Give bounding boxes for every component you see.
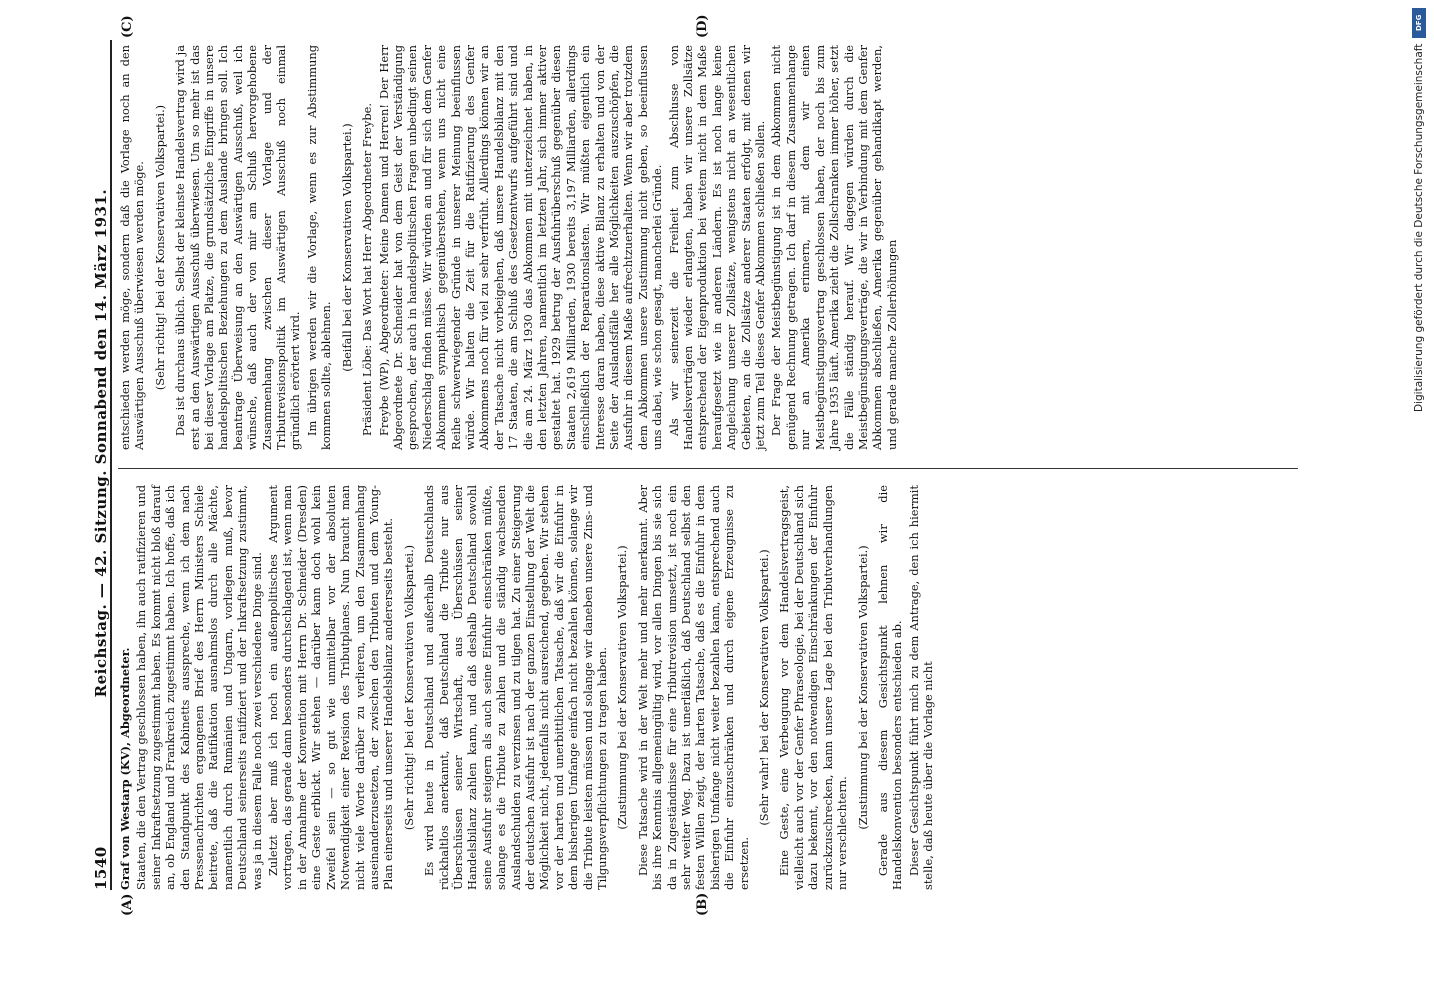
paragraph: Im übrigen werden wir die Vorlage, wenn es zur Abstimmung kommen sollte, ablehnen.: [304, 45, 334, 450]
right-column: [118, 45, 899, 450]
president-line: Präsident Löbe: Das Wort hat Herr Abgeordneter Freybe.: [360, 103, 375, 436]
page-title: Reichstag. — 42. Sitzung. Sonnabend den 14. März 1931.: [92, 188, 110, 698]
page-number: 1540: [92, 846, 110, 890]
dfg-logo: DFG: [1412, 8, 1426, 38]
paragraph: Staaten, die den Vertrag geschlossen haben, ihn auch ratifizieren und seiner Inkraftsetzung zugestimmt haben. Es kommt nicht bloß darauf an, ob England und Frankreich zugestimmt haben. Ich hoffe, daß ich den Standpunkt des Kabinetts ausspreche, wenn ich dem nach Pressenachrichten ergangenen Brief des Herrn Ministers Schiele beitrete, daß die Ratifikation ausnahmslos durch alle Mächte, namentlich durch Rumänien und Ungarn, vorliegen muß, bevor Deutschland seinerseits ratifiziert und der Inkraftsetzung zustimmt, was ja in diesem Falle noch zwei verschiedene Dinge sind.: [134, 485, 264, 890]
speaker-line: Graf von Westarp (KV), Abgeordneter.: [118, 647, 132, 890]
margin-mark-c: (C): [120, 15, 135, 38]
paragraph: Gerade aus diesem Gesichtspunkt lehnen wir die Handelskonvention besonders entschieden ab.: [875, 485, 905, 890]
margin-mark-d: (D): [695, 14, 710, 38]
margin-mark-b: (B): [695, 892, 710, 916]
interjection: (Sehr richtig! bei der Konservativen Volkspartei.): [152, 104, 167, 391]
page-header: [80, 40, 112, 890]
paragraph: entschieden werden möge, sondern daß die Vorlage noch an den Auswärtigen Ausschuß überwiesen werden möge.: [118, 45, 147, 450]
paragraph: Der Frage der Meistbegünstigung ist in dem Abkommen nicht genügend Rechnung getragen. Ich darf in diesem Zusammenhange nur an Amerika erinnern, mit dem wir einen Meistbegünstigungsvertrag geschlossen haben, der noch bis zum Jahre 1935 läuft. Amerika zieht die Zollschranken immer höher, setzt die Fälle ständig herauf. Wir dagegen würden durch die Meistbegünstigungsverträge, die wir in Verbindung mit dem Genfer Abkommen abschließen, Amerika gegenüber gehandikapt werden, und gerade manche Zollerhöhungen: [769, 45, 899, 450]
interjection: (Zustimmung bei der Konservativen Volkspartei.): [855, 545, 870, 830]
document-page: [80, 14, 1330, 916]
interjection: (Zustimmung bei der Konservativen Volkspartei.): [615, 545, 630, 830]
paragraph: Zuletzt aber muß ich noch ein außenpolitisches Argument vortragen, das gerade dann besonders durchschlagend ist, wenn man in der Annahme der Konvention mit Herrn Dr. Schneider (Dresden) eine Geste erblickt. Wir stehen — darüber kann doch wohl kein Zweifel sein — so gut wie unmittelbar vor der absoluten Notwendigkeit einer Revision des Tributplanes. Nun braucht man nicht viele Worte darüber zu verlieren, um den Zusammenhang auseinanderzusetzen, der zwischen den Tributen und dem Young-Plan einerseits und unserer Handelsbilanz andererseits besteht.: [266, 485, 396, 890]
interjection: (Sehr wahr! bei der Konservativen Volkspartei.): [757, 549, 772, 826]
paragraph: Dieser Gesichtspunkt führt mich zu dem Antrage, den ich hiermit stelle, daß heute über die Vorlage nicht: [906, 485, 936, 890]
paragraph: Diese Tatsache wird in der Welt mehr und mehr anerkannt. Aber bis ihre Kenntnis allgemeingültig wird, vor allen Dingen bis sie sich da in Zugeständnisse für eine Tributrevision umsetzt, ist noch ein sehr weiter Weg. Dazu ist unerläßlich, daß Deutschland selbst den festen Willen zeigt, der harten Tatsache, daß es die Einfuhr in dem bisherigen Umfange nicht weiter bezahlen kann, entsprechend auch die Einfuhr einzuschränken und durch eigene Erzeugnisse zu ersetzen.: [635, 485, 751, 890]
margin-mark-a: (A): [120, 893, 135, 916]
left-column: [118, 485, 936, 890]
interjection: (Beifall bei der Konservativen Volkspartei.): [339, 123, 354, 372]
digitization-credit: Digitalisierung gefördert durch die Deutsche Forschungsgemeinschaft: [1413, 44, 1425, 413]
column-divider: [118, 468, 1298, 469]
interjection: (Sehr richtig! bei der Konservativen Volkspartei.): [401, 544, 416, 831]
speaker-paragraph: Freybe (WP), Abgeordneter: Meine Damen und Herren! Der Herr Abgeordnete Dr. Schneider hat von dem Geist der Verständigung gesprochen, der auch in handelspolitischen Fragen unbedingt seinen Niederschlag finden müsse. Wir würden an und für sich dem Genfer Abkommen sympathisch gegenüberstehen, wenn uns nicht eine Reihe schwerwiegender Gründe in unserer Meinung beeinflussen würde. Wir halten die Zeit für die Ratifizierung des Genfer Abkommens noch für viel zu sehr verfrüht. Allerdings können wir an der Tatsache nicht vorbeigehen, daß unsere Handelsbilanz mit den 17 Staaten, die am Schluß des Gesetzentwurfs aufgeführt sind und die am 24. März 1930 das Abkommen mit unterzeichnet haben, in den letzten Jahren, namentlich im letzten Jahr, sich immer aktiver gestaltet hat. 1929 betrug der Ausfuhrüberschuß gegenüber diesen Staaten 2,619 Milliarden, 1930 bereits 3,197 Milliarden, allerdings einschließlich der Reparationslasten. Wir müßten eigentlich ein Interesse daran haben, diese aktive Bilanz zu erhalten und von der Seite der Auslandsfälle her alle Möglichkeiten auszuschöpfen, die Ausfuhr in diesem Maße aufrechtzuerhalten. Wenn wir aber trotzdem dem Abkommen unsere Zustimmung nicht geben, so beeinflussen uns dabei, wie schon gesagt, mancherlei Gründe.: [376, 45, 665, 450]
paragraph: Es wird heute in Deutschland und außerhalb Deutschlands rückhaltlos anerkannt, daß Deutschland die Tribute nur aus Überschüssen seiner Wirtschaft, aus Überschüssen seiner Handelsbilanz zahlen kann, und daß deshalb Deutschland sowohl seine Ausfuhr steigern als auch seine Einfuhr einschränken müßte, solange es die Tribute zu zahlen und die ständig wachsenden Auslandschulden zu verzinsen und zu tilgen hat. Zu einer Steigerung der deutschen Ausfuhr ist nach der ganzen Einstellung der Welt die Möglichkeit nicht, jedenfalls nicht ausreichend, gegeben. Wir stehen vor der harten und unerbittlichen Tatsache, daß wir die Einfuhr in dem bisherigen Umfange einfach nicht bezahlen können, solange wir die Tribute leisten müssen und solange wir daneben unsere Zins- und Tilgungsverpflichtungen zu tragen haben.: [422, 485, 609, 890]
paragraph: Das ist durchaus üblich. Selbst der kleinste Handelsvertrag wird ja erst an den Auswärtigen Ausschuß überwiesen. Um so mehr ist das bei dieser Vorlage am Platze, die grundsätzliche Eingriffe in unsere handelspolitischen Beziehungen zu dem Auslande bringen soll. Ich beantrage Überweisung an den Auswärtigen Ausschuß, weil ich wünsche, daß auch der von mir am Schluß hervorgehobene Zusammenhang zwischen dieser Vorlage und der Tributrevisionspolitik im Auswärtigen Ausschuß noch einmal gründlich erörtert wird.: [173, 45, 303, 450]
paragraph: Eine Geste, eine Verbeugung vor dem Handelsvertragsgeist, vielleicht auch vor der Genfer Phraseologie, bei der Deutschland sich dazu bekennt, vor den notwendigen Einschränkungen der Einfuhr zurückzuschrecken, kann unsere Lage bei den Tributverhandlungen nur verschlechtern.: [777, 485, 850, 890]
paragraph: Als wir seinerzeit die Freiheit zum Abschlusse von Handelsverträgen wieder erlangten, haben wir unsere Zollsätze entsprechend der Eigenproduktion bei weitem nicht in dem Maße heraufgesetzt wie in anderen Ländern. Es ist noch lange keine Angleichung unserer Zollsätze, wenigstens nicht an wesentlichen Gebieten, an die Zollsätze anderer Staaten erfolgt, mit denen wir jetzt zum Teil dieses Genfer Abkommen schließen sollen.: [666, 45, 768, 450]
